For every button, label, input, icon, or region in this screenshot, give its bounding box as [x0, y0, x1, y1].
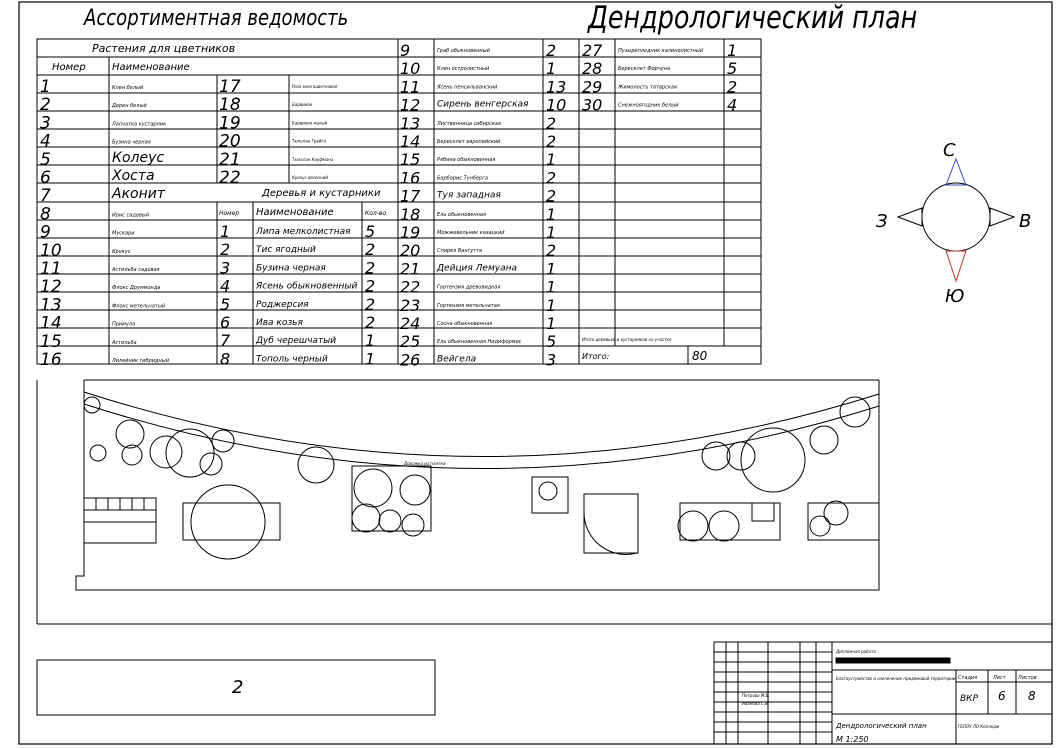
tree-qty: 1: [546, 259, 557, 279]
tree-name: Сосна обыкновенная: [437, 321, 493, 327]
flower-name: Мускари: [112, 230, 135, 237]
tree-qty: 1: [365, 349, 376, 369]
flower-number: 12: [40, 277, 62, 298]
flower-name: Тюльпан Грейга: [292, 138, 327, 144]
stamp-sheet-name: Дендрологический план: [836, 722, 927, 730]
tree-name: Гортензия метельчатая: [437, 302, 500, 309]
tree-qty: 2: [546, 113, 557, 133]
tree-name: Рябина обыкновенная: [437, 157, 496, 164]
flower-number: 21: [219, 149, 241, 170]
flower-name: Крокус: [112, 248, 131, 255]
flower-name: Лилейник гибридный: [112, 358, 169, 364]
tree-number: 7: [220, 331, 231, 351]
tree-name: Тополь черный: [256, 354, 328, 365]
footnote: Итого деревьев и кустарников на участке: [582, 337, 672, 342]
flower-number: 11: [40, 259, 62, 279]
flower-number: 16: [40, 350, 62, 370]
tree-number: 27: [582, 41, 603, 60]
total-value: 80: [692, 349, 708, 363]
tree-number: 4: [220, 276, 231, 296]
tree-name: Бузина черная: [256, 263, 326, 274]
tree-qty: 1: [546, 59, 557, 79]
flowers-col-number: Номер: [52, 62, 86, 73]
tree-number: 15: [400, 150, 421, 170]
tree-qty: 2: [727, 77, 738, 97]
tree-qty: 1: [727, 41, 738, 60]
tree-name: Туя западная: [437, 190, 501, 201]
tree-qty: 1: [546, 295, 557, 315]
dendro-plan-title: Дендрологический план: [588, 0, 918, 36]
total-label: Итого:: [582, 352, 610, 361]
tree-number: 23: [400, 295, 421, 315]
tree-qty: 1: [365, 331, 376, 351]
trees-col-qty: Кол-во: [365, 210, 387, 217]
tree-number: 5: [220, 294, 231, 314]
tree-qty: 2: [546, 168, 557, 188]
flower-name: Дерен белый: [112, 103, 147, 110]
flower-name: Колеус: [112, 149, 165, 166]
flower-number: 1: [40, 77, 51, 97]
tree-number: 19: [400, 223, 421, 242]
tree-qty: 2: [546, 132, 557, 151]
tree-name: Ясень пенсильванский: [437, 84, 498, 91]
stamp-sheet: 6: [998, 689, 1006, 703]
flower-name: Аконит: [112, 186, 166, 203]
flower-name: Барвинок: [292, 102, 313, 108]
trees-col-name: Наименование: [256, 207, 334, 218]
tree-qty: 1: [546, 204, 557, 224]
tree-number: 3: [220, 258, 231, 278]
tree-number: 14: [400, 132, 421, 151]
bench: [752, 503, 774, 521]
tree-number: 21: [400, 259, 421, 279]
flower-name: Астильба: [112, 339, 137, 346]
tree-number: 26: [400, 350, 421, 370]
tree-qty: 1: [546, 150, 557, 170]
stamp-author-1: Петрова М.В.: [742, 693, 770, 698]
stamp-col-sheets: Листов: [1018, 675, 1037, 681]
compass: [898, 159, 1014, 281]
tree-number: 22: [400, 277, 421, 297]
tree-qty: 2: [365, 240, 376, 260]
tree-qty: 2: [546, 241, 557, 261]
compass-e-label: В: [1019, 211, 1032, 232]
tree-name: Ива козья: [256, 318, 303, 328]
stamp-stage: ВКР: [960, 694, 978, 704]
tree-number: 11: [400, 77, 421, 97]
flower-number: 19: [219, 113, 241, 134]
site-plan: [37, 380, 1052, 624]
tree-number: 6: [220, 313, 231, 332]
tree-number: 1: [220, 222, 231, 241]
trees-section-title: Деревья и кустарники: [262, 188, 381, 199]
tree-name: Барбарис Тунберга: [437, 175, 488, 182]
tree-number: 20: [400, 241, 421, 261]
tree-qty: 13: [546, 77, 567, 97]
tree-qty: 10: [546, 95, 567, 115]
flower-number: 17: [219, 77, 241, 97]
tree-name: Спирея Вангутта: [437, 248, 483, 255]
tree-number: 9: [400, 41, 411, 60]
flower-number: 22: [219, 168, 241, 188]
tree-number: 12: [400, 95, 421, 115]
tree-number: 25: [400, 332, 421, 352]
stamp-col-sheet: Лист: [993, 675, 1006, 681]
tree-name: Пузыреплодник калинолистный: [618, 48, 704, 54]
tree-qty: 2: [546, 41, 557, 60]
flower-number: 14: [40, 313, 62, 334]
tree-name: Роджерсия: [256, 299, 309, 310]
tree-qty: 2: [365, 313, 376, 332]
flower-name: Ирис садовый: [112, 212, 149, 219]
tree-number: 17: [400, 186, 421, 206]
tree-qty: 2: [365, 294, 376, 314]
trees-col-number: Номер: [219, 210, 240, 217]
tree-number: 10: [400, 59, 421, 79]
tree-name: Бересклет европейский: [437, 139, 501, 145]
flower-number: 20: [219, 131, 241, 152]
compass-s-label: Ю: [945, 286, 965, 307]
tree-name: Дуб черешчатый: [256, 336, 337, 347]
flower-number: 6: [40, 168, 51, 188]
tree-name: Ель обыкновенная Нидиформис: [437, 339, 522, 346]
path-label: Дорожка из плитки: [404, 461, 446, 466]
flower-number: 18: [219, 95, 241, 116]
tree-name: Граб обыкновенный: [437, 48, 490, 54]
tree-number: 18: [400, 204, 421, 224]
flower-name: Тюльпан Кауфмана: [292, 156, 334, 162]
compass-n-label: С: [943, 140, 956, 161]
tree-name: Жимолость татарская: [618, 84, 677, 91]
stamp-top-text: Дипломная работа: [836, 649, 876, 654]
flower-name: Бузина черная: [112, 139, 151, 146]
stamp-sheets: 8: [1028, 689, 1036, 703]
flower-bed-3: [584, 494, 638, 553]
tree-number: 2: [220, 240, 231, 260]
tree-qty: 5: [365, 222, 376, 241]
stamp-col-stage: Стадия: [958, 675, 978, 681]
flower-number: 10: [40, 240, 62, 261]
stamp-org: ГБПОУ ЛО Колледж: [958, 724, 1000, 729]
tree-number: 29: [582, 77, 603, 97]
flower-number: 3: [40, 113, 51, 134]
flower-number: 13: [40, 295, 62, 316]
tree-number: 16: [400, 168, 421, 188]
tree-qty: 1: [546, 277, 557, 297]
tree-qty: 2: [365, 276, 376, 296]
tree-number: 28: [582, 59, 603, 79]
compass-north-arrow: [946, 159, 966, 185]
tree-qty: 3: [546, 350, 557, 370]
tree-name: Вейгела: [437, 354, 477, 365]
tree-name: Ель обыкновенная: [437, 211, 486, 218]
flower-number: 15: [40, 331, 62, 352]
tree-number: 13: [400, 113, 421, 133]
tree-name: Снежноягодник белый: [618, 102, 679, 109]
flowers-section-title: Растения для цветников: [92, 42, 236, 55]
flower-name: Хоста: [112, 168, 155, 184]
flower-name: Флокс метельчатый: [112, 303, 166, 310]
flower-name: Флокс Друммонда: [112, 285, 161, 292]
sheet-frame: [19, 2, 1052, 744]
tree-number: 8: [220, 349, 231, 369]
compass-west-arrow: [898, 208, 922, 226]
tree-name: Ясень обыкновенный: [256, 281, 358, 292]
tree-name: Липа мелколистная: [256, 227, 351, 237]
tree-name: Сирень венгерская: [437, 99, 529, 110]
tree-qty: 5: [727, 59, 738, 79]
flower-name: Астильба садовая: [112, 267, 160, 273]
flower-name: Лапчатка кустарник: [112, 121, 167, 128]
flower-name: Клен белый: [112, 85, 144, 91]
tree-qty: 2: [365, 258, 376, 278]
tree-name: Можжевельник казацкий: [437, 230, 505, 236]
assortment-title: Ассортиментная ведомость: [84, 6, 349, 31]
compass-south-arrow: [946, 251, 966, 281]
tree-number: 24: [400, 314, 421, 333]
flower-name: Барвинок малый: [292, 120, 328, 126]
flower-number: 7: [40, 186, 51, 207]
bottom-box-value: 2: [232, 677, 244, 698]
stamp-scale: М 1:250: [836, 735, 869, 744]
flower-name: Роза многоцветковая: [292, 84, 338, 89]
tree-number: 30: [582, 95, 603, 115]
flower-number: 2: [40, 95, 51, 116]
stamp-author-2: Иванова С.В.: [742, 701, 770, 706]
tree-qty: 4: [727, 95, 738, 115]
flowers-col-name: Наименование: [112, 62, 190, 73]
flower-bed-4: [808, 503, 879, 540]
flower-name: Примула: [112, 321, 136, 328]
tree-name: Бересклет Форчуна: [618, 66, 671, 73]
tree-qty: 1: [546, 223, 557, 242]
stamp-desc: Благоустройство и озеленение придомовой территории: [836, 676, 956, 681]
flower-number: 9: [40, 222, 51, 243]
compass-w-label: З: [876, 211, 888, 232]
tree-name: Клен остролистный: [437, 66, 490, 73]
flower-number: 8: [40, 204, 51, 225]
tree-name: Лиственница сибирская: [437, 120, 501, 127]
flower-number: 5: [40, 149, 51, 170]
tree-qty: 2: [546, 186, 557, 206]
flower-number: 4: [40, 131, 51, 152]
tree-name: Тис ягодный: [256, 245, 316, 256]
compass-east-arrow: [990, 208, 1014, 226]
flower-name: Крокус весенний: [292, 175, 328, 180]
tree-qty: 1: [546, 314, 557, 333]
tree-qty: 5: [546, 332, 557, 352]
tree-name: Гортензия древовидная: [437, 284, 501, 291]
tree-name: Дейция Лемуана: [437, 263, 518, 274]
